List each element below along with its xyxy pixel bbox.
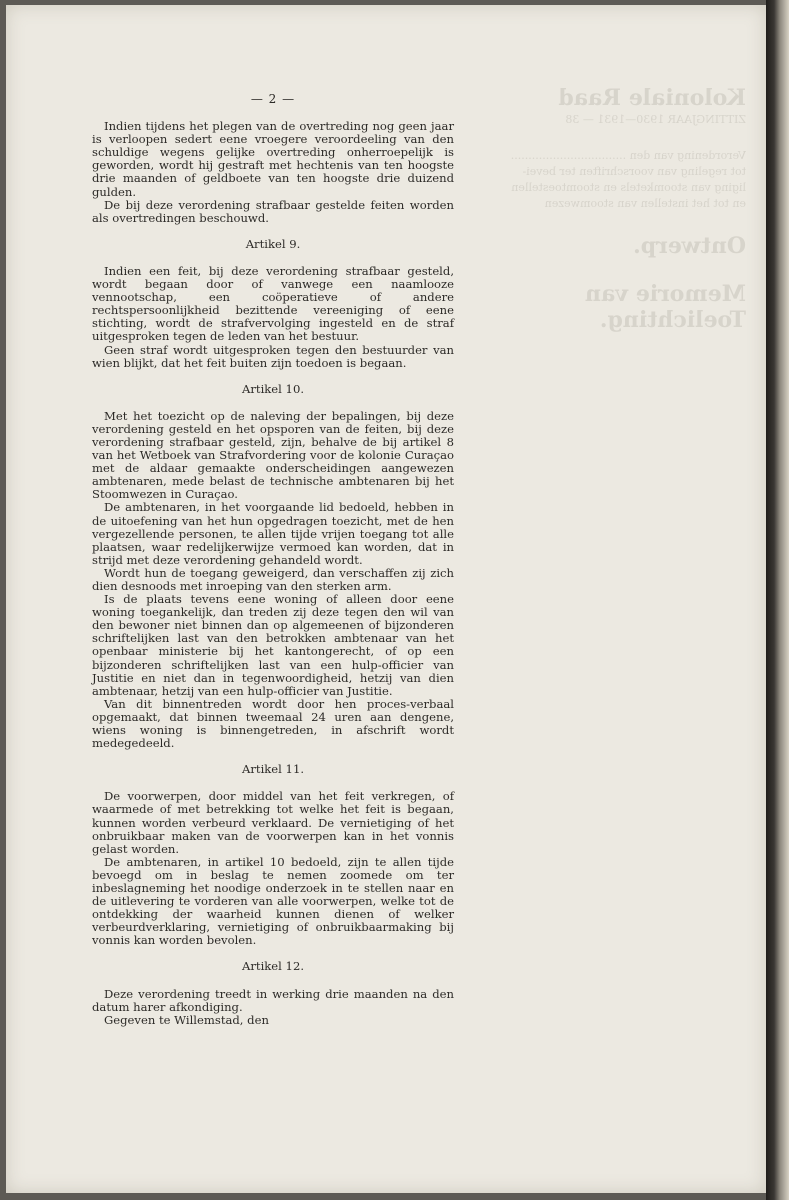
paragraph: Is de plaats tevens eene woning of alleen door eene woning toegankelijk, dan treden zij deze tegen den wil van den bewoner niet binnen dan op algemeenen of bijzonderen schriftelijken last van den betrokken ambtenaar van het openbaar ministerie bij het kantongerecht, of op een bijzonderen schriftelijken last van een hulp-officier van Justitie en niet dan in tegenwoordigheid, hetzij van dien ambtenaar, hetzij van een hulp-officier van Justitie. <box>92 592 454 698</box>
paragraph: Indien een feit, bij deze verordening strafbaar gesteld, wordt begaan door of vanwege een naamlooze vennootschap, een coöperatieve of andere rechtspersoonlijkheid bezittende vereeniging of eene stichting, wordt de strafvervolging ingesteld en de straf uitgesproken tegen de leden van het bestuur. <box>92 263 454 344</box>
paragraph: De ambtenaren, in het voorgaande lid bedoeld, hebben in de uitoefening van het hun opgedragen toezicht, met de hen vergezellende personen, te allen tijde vrijen toegang tot alle plaatsen, waar redelijkerwijze vermoed kan worden, dat in strijd met deze verordening gehandeld wordt. <box>92 500 454 567</box>
article-heading: Artikel 12. <box>242 959 304 974</box>
paragraph: De voorwerpen, door middel van het feit verkregen, of waarmede of met betrekking tot welke het feit is begaan, kunnen worden verbeurd verklaard. De vernietiging of het onbruikbaar maken van de voorwerpen kan in het vonnis gelast worden. <box>92 789 454 856</box>
book-spine <box>766 0 789 1200</box>
page-text <box>92 93 454 1027</box>
paragraph: Met het toezicht op de naleving der bepalingen, bij deze verordening gesteld en het opsporen van de feiten, bij deze verordening strafbaar gesteld, zijn, behalve de bij artikel 8 van het Wetboek van Strafvordering voor de kolonie Curaçao met de aldaar gemaakte onderscheidingen aangewezen ambtenaren, mede belast de technische ambtenaren bij het Stoomwezen in Curaçao. <box>92 408 454 502</box>
article-heading: Artikel 9. <box>245 236 301 251</box>
paragraph: Geen straf wordt uitgesproken tegen den bestuurder van wien blijkt, dat het feit buiten zijn toedoen is begaan. <box>92 342 454 370</box>
article-heading: Artikel 11. <box>242 762 304 777</box>
page-number: — 2 — <box>250 92 296 106</box>
paragraph: Van dit binnentreden wordt door hen proces-verbaal opgemaakt, dat binnen tweemaal 24 uren aan dengene, wiens woning is binnengetreden, in afschrift wordt medegedeeld. <box>92 696 454 751</box>
paragraph: Gegeven te Willemstad, den <box>104 1012 269 1027</box>
article-sections <box>92 120 454 1027</box>
bleed-line: Koloniale Raad <box>558 85 746 111</box>
bleed-line: tot regeling van voorschriften ter bevei- <box>522 165 746 178</box>
bleed-through-text <box>476 85 746 1145</box>
paragraph: Deze verordening treedt in werking drie maanden na den datum harer afkondiging. <box>92 986 454 1014</box>
bleed-line: Ontwerp. <box>633 233 746 259</box>
bleed-line: liging van stoomketels en stoomtoestellen <box>511 181 746 194</box>
bleed-line: Verordening van den ................................. <box>510 149 746 162</box>
paragraph: Indien tijdens het plegen van de overtreding nog geen jaar is verloopen sedert eene vroegere veroordeeling van den schuldige wegens gelijke overtreding onherroepelijk is geworden, wordt hij gestraft met hechtenis van ten hoogste drie maanden of geldboete van ten hoogste drie duizend gulden. <box>92 119 454 199</box>
article-heading: Artikel 10. <box>242 381 304 396</box>
document-page <box>6 5 766 1193</box>
bleed-line: en tot het instellen van stoomwezen <box>544 197 746 210</box>
paragraph: De bij deze verordening strafbaar gestelde feiten worden als overtredingen beschouwd. <box>92 197 454 225</box>
bleed-line: Memorie van Toelichting. <box>585 281 746 333</box>
paragraph: De ambtenaren, in artikel 10 bedoeld, zijn te allen tijde bevoegd om in beslag te nemen zoomede om ter inbeslagneming het noodige onderzoek in te stellen naar en de uitlevering te vorderen van alle voorwerpen, welke tot de ontdekking der waarheid kunnen dienen of welker verbeurdverklaring, vernietiging of onbruikbaarmaking bij vonnis kan worden bevolen. <box>92 854 454 948</box>
paragraph: Wordt hun de toegang geweigerd, dan verschaffen zij zich dien desnoods met inroeping van den sterken arm. <box>92 565 454 593</box>
bleed-line: ZITTINGJAAR 1930—1931 — 38 <box>565 113 746 126</box>
